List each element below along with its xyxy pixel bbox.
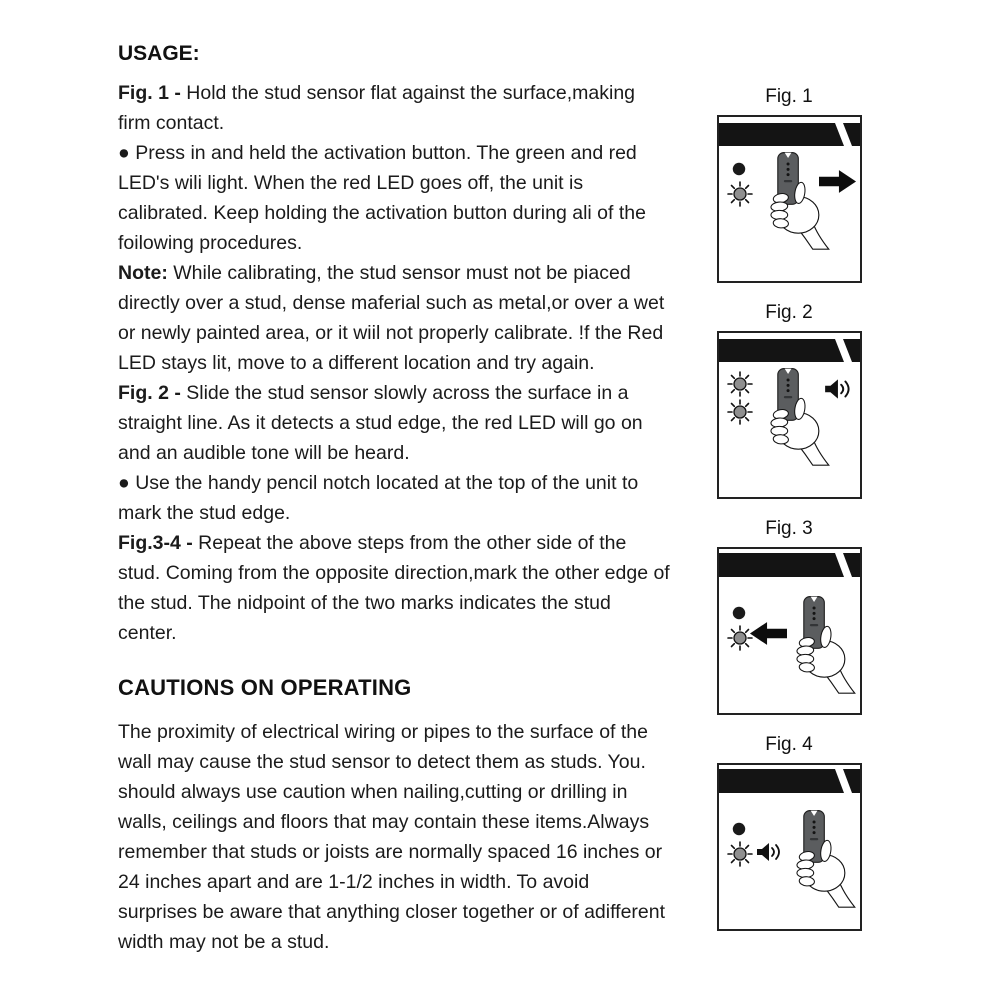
paragraph-lead: Fig.3-4 - — [118, 532, 193, 554]
figures-column — [714, 86, 864, 950]
red-led-icon — [732, 607, 744, 619]
figure-4-drawing — [719, 765, 860, 929]
paragraph-note — [118, 258, 672, 378]
figure-1-illustration — [717, 115, 862, 283]
paragraph-text: Press in and held the activation button. The green and red LED's wili light. When the red LED goes off, the unit is calibrated. Keep holding the activation button during ali of the foilowing procedures. — [118, 142, 646, 254]
figure-2 — [714, 302, 864, 499]
speaker-icon — [825, 379, 848, 398]
figure-3-drawing — [719, 549, 860, 713]
figure-1 — [714, 86, 864, 283]
speaker-icon — [757, 843, 779, 861]
green-led-icon — [728, 400, 752, 424]
bullet-glyph: ● — [118, 142, 130, 164]
green-led-icon — [728, 842, 752, 866]
manual-text-column — [118, 42, 672, 957]
red-led-icon — [732, 163, 744, 175]
figure-2-label: Fig. 2 — [765, 302, 813, 323]
paragraph-lead: Note: — [118, 262, 168, 284]
hand-holding-sensor-illustration — [770, 153, 828, 250]
cautions-heading: CAUTIONS ON OPERATING — [118, 675, 412, 700]
figure-3 — [714, 518, 864, 715]
paragraph-lead: Fig. 2 - — [118, 382, 181, 404]
figure-3-illustration — [717, 547, 862, 715]
figure-4-illustration — [717, 763, 862, 931]
cautions-paragraph: The proximity of electrical wiring or pipes to the surface of the wall may cause the stud sensor to detect them as studs. You. should always use caution when nailing,cutting or drilling in walls, ceilings and floors that may contain these items.Always remember that studs or joists are normally spaced 16 inches or 24 inches apart and are 1-1/2 inches in width. To avoid surprises be aware that anything closer together or of adifferent width may not be a stud. — [118, 721, 666, 953]
paragraph-text: While calibrating, the stud sensor must not be piaced directly over a stud, dense maferial such as metal,or over a wet or newly painted area, or it wiil not properly calibrate. !f the Red LED stays lit, move to a different location and try again. — [118, 262, 665, 374]
red-led-icon — [728, 372, 752, 396]
arrow-left-icon — [749, 622, 786, 645]
figure-4-label: Fig. 4 — [765, 734, 813, 755]
green-led-icon — [728, 626, 752, 650]
paragraph-text: Slide the stud sensor slowly across the surface in a straight line. As it detects a stud edge, the red LED will go on and an audible tone will be heard. — [118, 382, 643, 464]
paragraph-text: Hold the stud sensor flat against the surface,making firm contact. — [118, 82, 636, 134]
arrow-right-icon — [819, 170, 856, 193]
figure-1-drawing — [719, 117, 860, 281]
hand-holding-sensor-illustration — [796, 811, 854, 908]
paragraph-fig2 — [118, 378, 672, 468]
paragraph-fig3-4 — [118, 528, 672, 648]
usage-heading: USAGE: — [118, 42, 200, 65]
figure-4 — [714, 734, 864, 931]
paragraph-text: Repeat the above steps from the other side of the stud. Coming from the opposite direction,mark the other edge of the stud. The nidpoint of the two marks indicates the stud center. — [118, 532, 670, 644]
paragraph-pencil-notch — [118, 468, 672, 528]
figure-3-label: Fig. 3 — [765, 518, 813, 539]
hand-holding-sensor-illustration — [770, 369, 828, 466]
bullet-glyph: ● — [118, 472, 130, 494]
green-led-icon — [728, 182, 752, 206]
figure-1-label: Fig. 1 — [765, 86, 813, 107]
hand-holding-sensor-illustration — [796, 597, 854, 694]
paragraph-text: Use the handy pencil notch located at the top of the unit to mark the stud edge. — [118, 472, 639, 524]
paragraph-lead: Fig. 1 - — [118, 82, 181, 104]
figure-2-illustration — [717, 331, 862, 499]
red-led-icon — [732, 823, 744, 835]
figure-2-drawing — [719, 333, 860, 497]
paragraph-fig1 — [118, 78, 672, 138]
paragraph-activation — [118, 138, 672, 258]
